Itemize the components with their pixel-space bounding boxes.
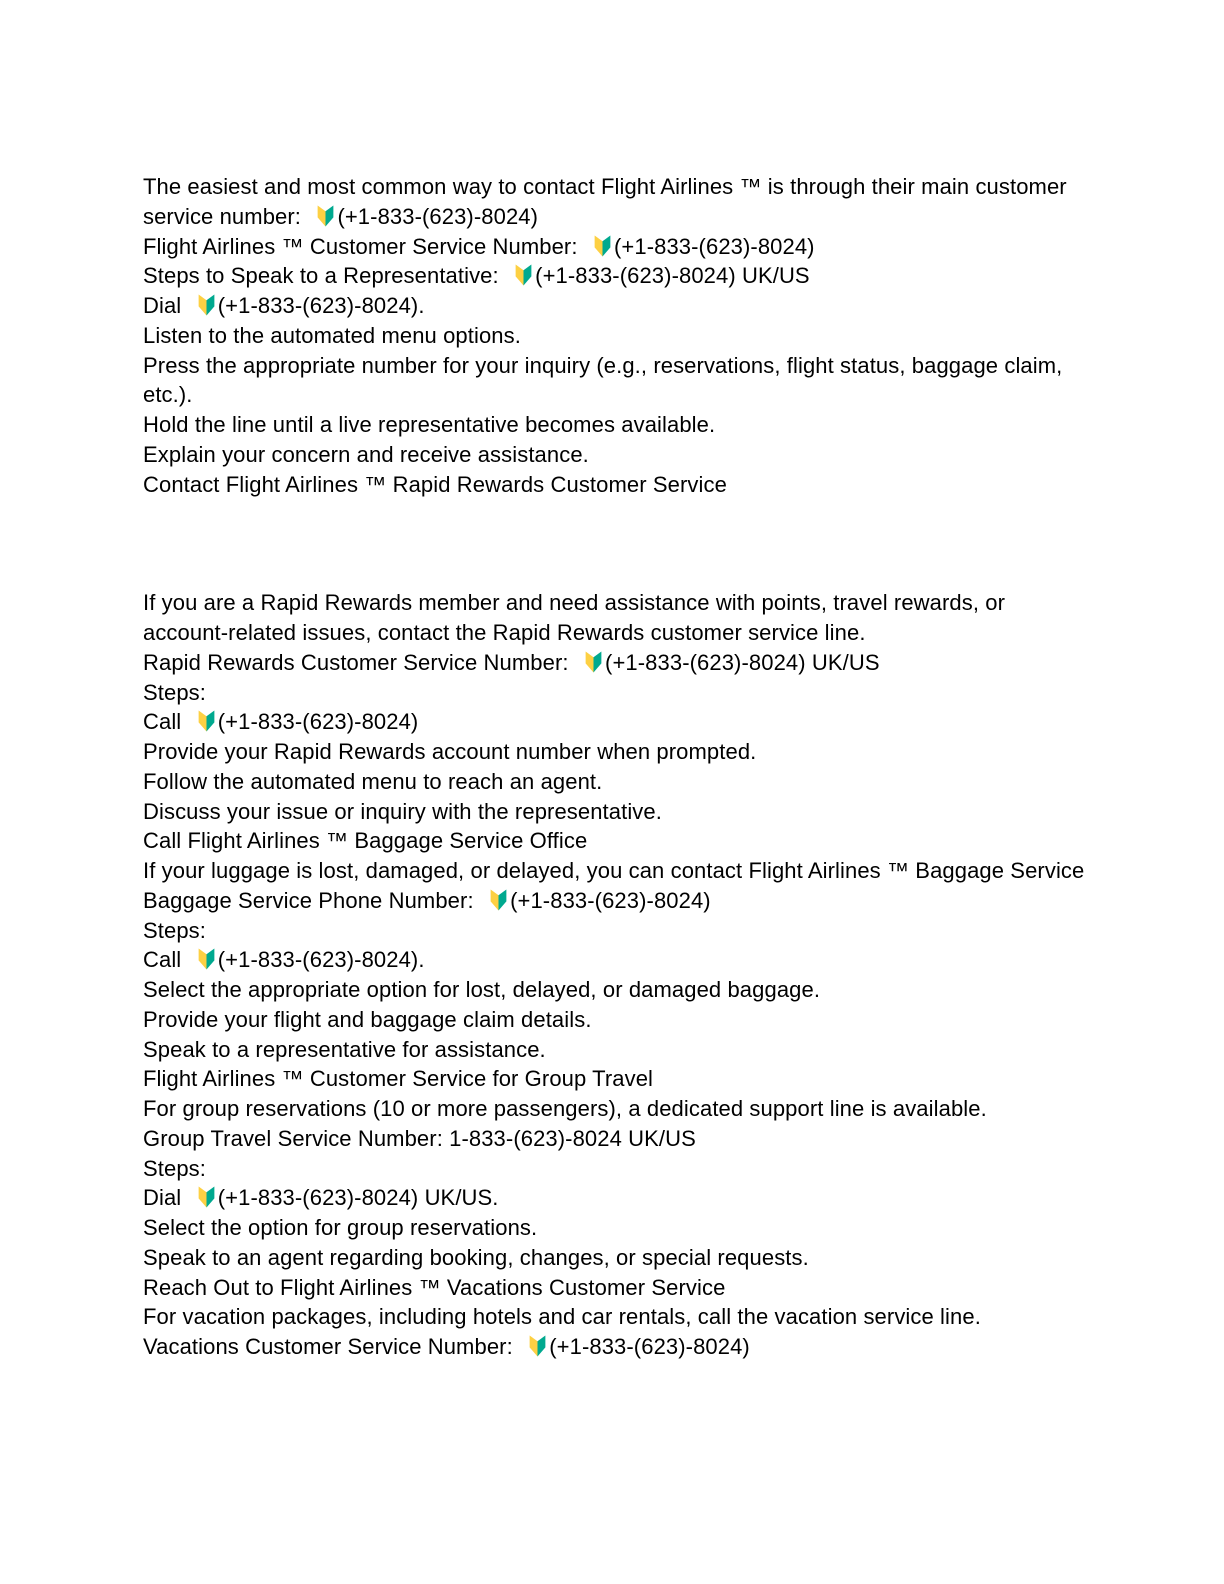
paragraph <box>143 945 1093 975</box>
text-run: Flight Airlines ™ Customer Service Number: <box>143 233 590 259</box>
paragraph <box>143 440 1093 470</box>
beginner-symbol-icon <box>513 263 534 287</box>
paragraph <box>143 1154 1093 1184</box>
paragraph <box>143 1183 1093 1213</box>
paragraph <box>143 1005 1093 1035</box>
text-run: (+1-833-(623)-8024). <box>217 293 425 318</box>
beginner-symbol-icon <box>196 293 217 317</box>
document-body <box>143 172 1093 1362</box>
paragraph <box>143 1064 1093 1094</box>
text-run: Hold the line until a live representative becomes available. <box>143 412 716 437</box>
paragraph <box>143 1332 1093 1362</box>
text-run: (+1-833-(623)-8024) UK/US <box>535 263 810 289</box>
text-run: Discuss your issue or inquiry with the representative. <box>143 798 662 824</box>
text-run: Call <box>143 947 194 973</box>
text-run: Steps: <box>143 1155 206 1181</box>
beginner-symbol-icon <box>196 947 217 971</box>
paragraph <box>143 707 1093 737</box>
beginner-symbol-icon <box>527 1334 548 1358</box>
text-run: Steps to Speak to a Representative: <box>143 263 512 289</box>
text-run: Select the option for group reservations. <box>143 1215 538 1240</box>
paragraph <box>143 886 1093 916</box>
text-run: Dial <box>143 293 194 318</box>
text-run: Provide your flight and baggage claim details. <box>143 1006 592 1032</box>
text-run: Reach Out to Flight Airlines ™ Vacations Customer Service <box>143 1274 726 1300</box>
text-run: Provide your Rapid Rewards account number when prompted. <box>143 739 757 764</box>
paragraph <box>143 648 1093 678</box>
paragraph <box>143 1243 1093 1273</box>
text-run: If you are a Rapid Rewards member and need assistance with points, travel rewards, or account-related issues, contact the Rapid Rewards customer service line. <box>143 590 1012 645</box>
paragraph <box>143 826 1093 856</box>
text-run: For group reservations (10 or more passengers), a dedicated support line is available. <box>143 1096 987 1121</box>
paragraph <box>143 856 1093 886</box>
text-run: Call Flight Airlines ™ Baggage Service Office <box>143 828 588 854</box>
paragraph <box>143 767 1093 797</box>
text-run: (+1-833-(623)-8024) <box>217 709 419 735</box>
text-run: Group Travel Service Number: 1-833-(623)-8024 UK/US <box>143 1125 696 1151</box>
blank-lines-spacer <box>143 499 1093 588</box>
text-run: Select the appropriate option for lost, delayed, or damaged baggage. <box>143 977 821 1002</box>
text-run: Explain your concern and receive assistance. <box>143 441 589 467</box>
text-run: The easiest and most common way to contact Flight Airlines ™ is through their main customer service number: <box>143 174 1073 229</box>
text-run: Follow the automated menu to reach an agent. <box>143 768 603 794</box>
text-run: (+1-833-(623)-8024) <box>510 887 711 913</box>
text-run: (+1-833-(623)-8024) <box>549 1334 750 1359</box>
paragraph <box>143 737 1093 767</box>
beginner-symbol-icon <box>592 234 613 258</box>
paragraph <box>143 678 1093 708</box>
text-run: Vacations Customer Service Number: <box>143 1334 526 1359</box>
paragraph <box>143 172 1093 232</box>
paragraph <box>143 351 1093 411</box>
paragraph <box>143 975 1093 1005</box>
paragraph <box>143 797 1093 827</box>
text-run: Steps: <box>143 679 206 705</box>
text-run: Flight Airlines ™ Customer Service for Group Travel <box>143 1066 654 1092</box>
paragraph <box>143 321 1093 351</box>
paragraph <box>143 291 1093 321</box>
paragraph <box>143 1035 1093 1065</box>
text-run: (+1-833-(623)-8024) <box>337 203 539 229</box>
paragraph <box>143 916 1093 946</box>
beginner-symbol-icon <box>196 709 217 733</box>
paragraph <box>143 588 1093 648</box>
paragraph <box>143 1213 1093 1243</box>
text-run: Contact Flight Airlines ™ Rapid Rewards Customer Service <box>143 471 727 497</box>
text-run: (+1-833-(623)-8024). <box>217 947 425 973</box>
text-run: Listen to the automated menu options. <box>143 322 521 348</box>
text-run: Speak to an agent regarding booking, changes, or special requests. <box>143 1244 809 1270</box>
text-run: Steps: <box>143 917 206 943</box>
paragraph <box>143 470 1093 500</box>
text-run: (+1-833-(623)-8024) UK/US. <box>217 1185 499 1211</box>
paragraph <box>143 1124 1093 1154</box>
paragraph <box>143 410 1093 440</box>
text-run: Baggage Service Phone Number: <box>143 887 487 913</box>
beginner-symbol-icon <box>488 888 509 912</box>
paragraph <box>143 232 1093 262</box>
beginner-symbol-icon <box>583 650 604 674</box>
text-run: For vacation packages, including hotels and car rentals, call the vacation service line. <box>143 1304 981 1330</box>
text-run: Rapid Rewards Customer Service Number: <box>143 649 582 675</box>
text-run: If your luggage is lost, damaged, or delayed, you can contact Flight Airlines ™ Baggage Service <box>143 858 1085 883</box>
paragraph <box>143 1094 1093 1124</box>
text-run: Speak to a representative for assistance. <box>143 1036 546 1062</box>
text-run: Call <box>143 709 194 735</box>
text-run: (+1-833-(623)-8024) <box>613 233 815 259</box>
text-run: Dial <box>143 1185 194 1211</box>
beginner-symbol-icon <box>315 204 336 228</box>
text-run: Press the appropriate number for your inquiry (e.g., reservations, flight status, baggage claim, etc.). <box>143 352 1069 408</box>
beginner-symbol-icon <box>196 1185 217 1209</box>
paragraph <box>143 1273 1093 1303</box>
paragraph <box>143 1302 1093 1332</box>
paragraph <box>143 261 1093 291</box>
text-run: (+1-833-(623)-8024) UK/US <box>605 649 880 675</box>
